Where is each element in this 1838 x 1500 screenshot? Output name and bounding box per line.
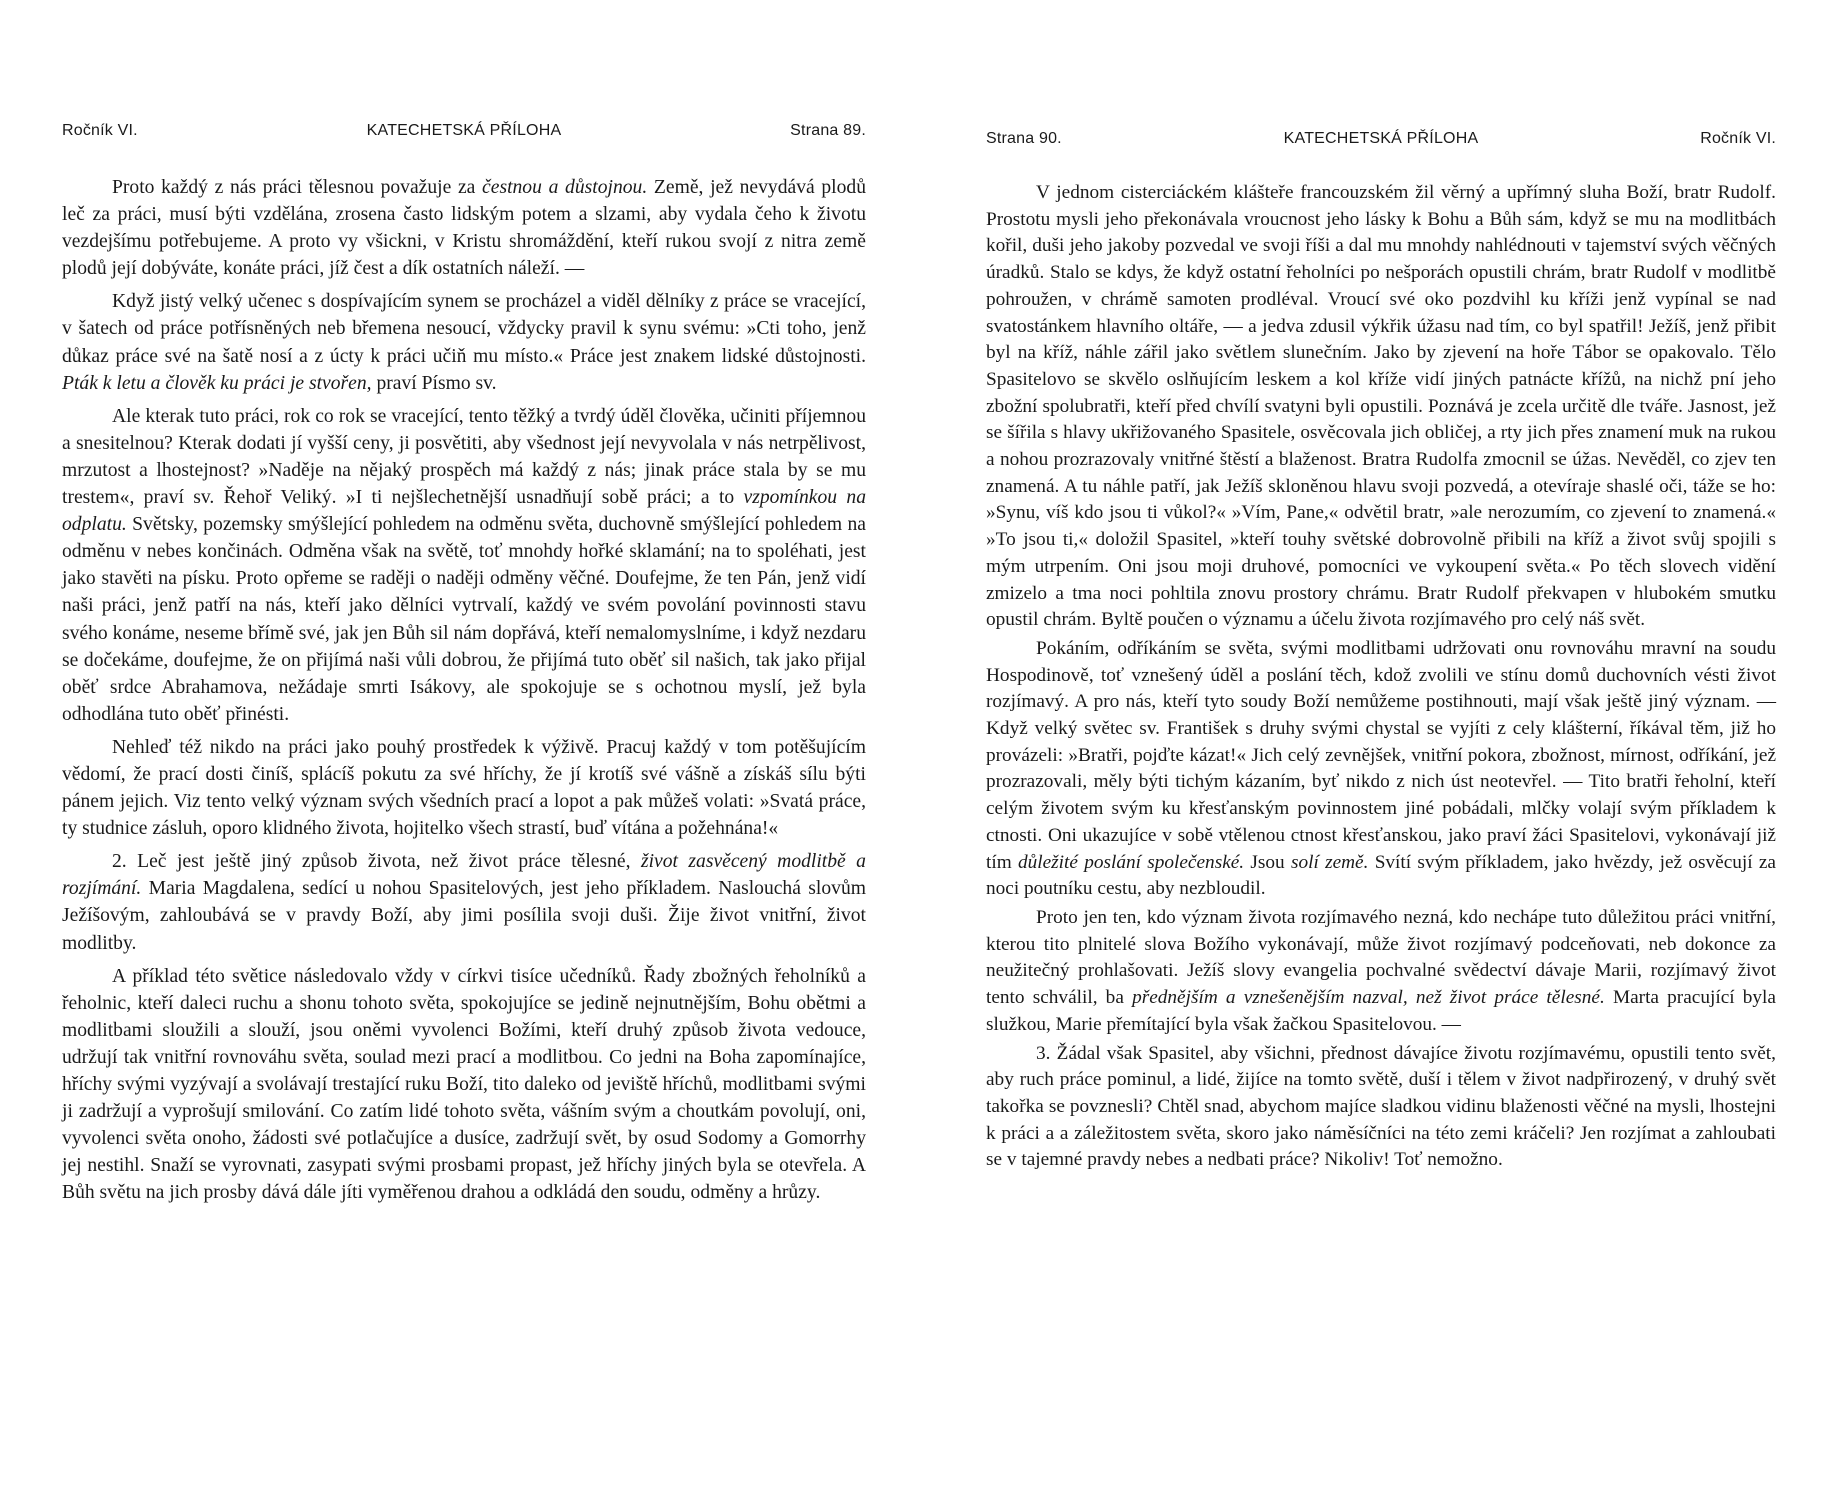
volume-label: Ročník VI.	[62, 122, 138, 139]
paragraph	[986, 1041, 1776, 1175]
paragraph	[62, 734, 866, 842]
paragraph	[62, 963, 866, 1207]
emphasis-text: Pták k letu a člověk ku práci je stvořen,	[62, 372, 372, 394]
text-run: Nehleď též nikdo na práci jako pouhý prostředek k výživě. Pracuj každý v tom potěšujícím vědomí, že prací dosti činíš, splácíš pokutu za své hříchy, že jí krotíš své vášně a získáš sílu býti pánem jejich. Viz tento velký význam svých všedních prací a lopot a pak můžeš volati: »Svatá práce, ty studnice zásluh, oporo klidného života, hojitelko všech strastí, buď vítána a požehnána!«	[62, 736, 866, 840]
text-run: Ale kterak tuto práci, rok co rok se vracející, tento těžký a tvrdý úděl člověka, učiniti příjemnou a snesitelnou? Kterak dodati jí vyšší ceny, ji posvětiti, aby všednost její nevyvolala v nás netrpělivost, mrzutost a lhostejnost? »Naděje na nějaký prospěch má každý z nás; jinak práce stala by se mu trestem«, praví sv. Řehoř Veliký. »I ti nejšlechetnější usnadňují sobě práci; a to	[62, 405, 866, 509]
text-run: Pokáním, odříkáním se světa, svými modlitbami udržovati onu rovnováhu mravní na soudu Hospodinově, toť vznešený úděl a poslání těch, kdož zvolili ve stínu domů duchovních vésti život rozjímavý. A pro nás, kteří tyto soudy Boží nemůžeme postihnouti, mají však ještě jiný význam. — Když velký světec sv. František s druhy svými chystal se vyjíti z cely klášterní, říkával těm, již ho provázeli: »Bratři, pojďte kázat!« Jich celý zevnějšek, vnitřní pokora, zbožnost, mírnost, odříkání, jež prozrazovali, měly býti tichým kázaním, byť nikdo z nich úst neotevřel. — Tito bratři řeholní, kteří celým životem svým ku křesťanským povinnostem jiné pobádali, mlčky volají svým příkladem k ctnosti. Oni ukazujíce v sobě vtělenou ctnost křesťanskou, jako praví žáci Spasitelovi, vykonávají již tím	[986, 637, 1776, 873]
text-run: Svítí svým příkladem, jako hvězdy, jež osvěcují za noci poutníku cestu, aby nezbloudil.	[986, 851, 1776, 900]
emphasis-text: vzpomínkou na odplatu.	[62, 487, 867, 536]
left-page	[62, 0, 866, 1206]
text-run: praví Písmo sv.	[371, 372, 497, 394]
emphasis-text: život zasvěcený modlitbě a rozjímání.	[62, 851, 866, 900]
left-running-head	[62, 122, 866, 146]
page-number: Strana 89.	[790, 122, 866, 139]
text-run: 3. Žádal však Spasitel, aby všichni, přednost dávajíce životu rozjímavému, opustili tento svět, aby ruch práce pominul, a lidé, žijíce na tomto světě, duší i tělem v život nadpřirozený, v druhý svět takořka se povznesli? Chtěl snad, abychom majíce sladkou vidinu blaženosti věčné na mysli, lhostejni k práci a a záležitostem světa, skoro jako náměsíčníci na této zemi kráčeli? Jen rozjímat a zahloubati se v tajemné pravdy nebes a nedbati práce? Nikoliv! Toť nemožno.	[986, 1042, 1776, 1171]
paragraph	[62, 174, 866, 282]
volume-label: Ročník VI.	[1700, 130, 1776, 147]
paragraph	[62, 288, 866, 396]
left-page-body	[62, 174, 866, 1206]
emphasis-text: čestnou a důstojnou.	[482, 177, 648, 198]
text-run: 2. Leč jest ještě jiný způsob života, než život práce tělesné,	[112, 851, 641, 873]
paragraph	[986, 905, 1776, 1039]
section-title: KATECHETSKÁ PŘÍLOHA	[1283, 130, 1479, 147]
text-run: Maria Magdalena, sedící u nohou Spasitelových, jest jeho příkladem. Naslouchá slovům Ježíšovým, zahloubává se v pravdy Boží, aby jimi posílila svoji duši. Žije život vnitřní, život modlitby.	[62, 878, 866, 954]
emphasis-text: přednějším a vznešenějším nazval, než život práce tělesné.	[1132, 987, 1605, 1009]
text-run: Světsky, pozemsky smýšlející pohledem na odměnu světa, duchovně smýšlející pohledem na odměnu v nebes končinách. Odměna však na světě, toť mnohdy hořké sklamání; na to spoléhati, jest jako stavěti na písku. Proto opřeme se raději o naději odměny věčné. Doufejme, že ten Pán, jenž vidí naši práci, jenž patří na nás, kteří jako dělníci vytrvalí, každý ve svém povolání povinnosti stavu svého konáme, neseme břímě své, jak jen Bůh sil nám dopřává, kteří nemalomyslníme, i když nezdaru se dočekáme, doufejme, že on přijímá naši vůli dobrou, že přijímá tuto oběť sil našich, tak jako přijal oběť srdce Abrahamova, nežádaje smrti Isákovy, ale spokojuje se s ochotnou myslí, jež byla odhodlána tuto oběť přinésti.	[62, 514, 866, 725]
text-run: Jsou	[1244, 851, 1291, 873]
text-run: Marta pracující byla služkou, Marie přemítající byla však žačkou Spasitelovou. —	[986, 987, 1776, 1035]
paragraph	[986, 180, 1776, 634]
emphasis-text: důležité poslání společenské.	[1017, 851, 1245, 873]
right-running-head	[986, 130, 1776, 154]
page-number: Strana 90.	[986, 130, 1062, 147]
emphasis-text: solí země.	[1290, 851, 1369, 873]
text-run: Proto každý z nás práci tělesnou považuje za	[112, 177, 483, 198]
text-run: Země, jež nevydává plodů leč za práci, musí býti vzdělána, zrosena často lidským potem a slzami, aby vydala čeho k životu vezdejšímu potřebujeme. A proto vy všickni, v Kristu shromáždění, kteří rukou svojí z nitra země plodů její dobýváte, konáte práci, jíž čest a dík ostatních náleží. —	[62, 177, 866, 280]
right-page-body	[986, 180, 1776, 1174]
paragraph	[62, 848, 866, 956]
text-run: A příklad této světice následovalo vždy v církvi tisíce učedníků. Řady zbožných řeholníků a řeholnic, kteří daleci ruchu a shonu tohoto světa, spokojujíce se jedině nejnutnějším, Bohu obětmi a modlitbami sloužili a slouží, jsou oněmi vyvolenci Božími, kteří druhý způsob života vedouce, udržují tak vnitřní rovnováhu světa, soulad mezi prací a modlitbou. Co jedni na Boha zapomínajíce, hříchy svými vyzývají a svolávají trestající ruku Boží, tito daleko od jeviště hříchů, modlitbami svými ji zadržují a vyprošují smilování. Co zatím lidé tohoto světa, vášním svým a choutkám povolují, oni, vyvolenci světa onoho, žádosti své potlačujíce a dusíce, zadržují svět, by osud Sodomy a Gomorrhy jej nestihl. Snaží se vyrovnati, zasypati svými prosbami propast, jež hříchy jiných byla se otevřela. A Bůh světu na jich prosby dává dále jíti vyměřenou drahou a odkládá den soudu, odměny a hrůzy.	[62, 965, 866, 1204]
right-page	[986, 0, 1776, 1174]
paragraph	[986, 636, 1776, 903]
text-run: Proto jen ten, kdo význam života rozjímavého nezná, kdo nechápe tuto důležitou práci vnitřní, kterou tito plnitelé slova Božího vykonávají, může život rozjímavý podceňovati, neb dokonce za neužitečný prohlašovati. Ježíš slovy evangelia pochvalné svědectví dávaje Marii, rozjímavý život tento schválil, ba	[986, 906, 1776, 1009]
section-title: KATECHETSKÁ PŘÍLOHA	[366, 122, 562, 139]
text-run: Když jistý velký učenec s dospívajícím synem se procházel a viděl dělníky z práce se vracející, v šatech od práce potřísněných neb břemena nesoucí, vždycky pravil k synu svému: »Cti toho, jenž důkaz práce své na šatě nosí a z úcty k práci učiň mu místo.« Práce jest znakem lidské důstojnosti.	[62, 291, 866, 367]
paragraph	[62, 403, 866, 728]
text-run: V jednom cisterciáckém klášteře francouzském žil věrný a upřímný sluha Boží, bratr Rudolf. Prostotu mysli jeho překonávala vroucnost jeho lásky k Bohu a Bůh sám, když se mu na modlitbách kořil, duši jeho jakoby pozvedal ve svoji říši a dal mu mnohdy nahlédnouti v tajemství svých věčných úradků. Stalo se kdys, že když ostatní řeholníci po nešporách opustili chrám, bratr Rudolf v modlitbě pohroužen, v chrámě samoten prodléval. Vroucí své oko pozdvihl ku kříži jenž vypínal se nad svatostánkem hlavního oltáře, — a jedva zdusil výkřik úžasu nad tím, co byl spatřil! Ježíš, jenž přibit byl na kříž, náhle zářil jako světlem slunečním. Jako by zjevení na hoře Tábor se opakovalo. Tělo Spasitelovo se skvělo oslňujícím leskem a kol kříže vidí jiných patnácte křížů, na nichž pní jeho zbožní spolubratři, kteří před chvílí svatyni byli opustili. Poznává je zcela určitě dle tváře. Jasnost, jež se šířila s hlavy ukřižovaného Spasitele, osvěcovala jich obličej, a rty jich přes znamení muk na rukou a nohou prozrazovaly vnitřné štěstí a blaženost. Bratra Rudolfa zmocnil se úžas. Nevěděl, co zjev ten znamená. A tu náhle patří, jak Ježíš skloněnou hlavu svoji pozvedá, a otevíraje shaslé oči, táže se ho: »Synu, víš kdo jsou ti vůkol?« »Vím, Pane,« odvětil bratr, »ale nerozumím, co zjevení to znamená.« »To jsou ti,« doložil Spasitel, »kteří touhy světské dobrovolně přibili na kříž a život svůj spojili s mým utrpením. Oni jsou moji druhové, pomocníci ve vykoupení světa.« Po těch slovech vidění zmizelo a tma noci pohltila znovu prostory chrámu. Bratr Rudolf překvapen v hlubokém smutku opustil chrám. Byltě poučen o významu a účelu života rozjímavého pro celý náš svět.	[986, 182, 1776, 631]
